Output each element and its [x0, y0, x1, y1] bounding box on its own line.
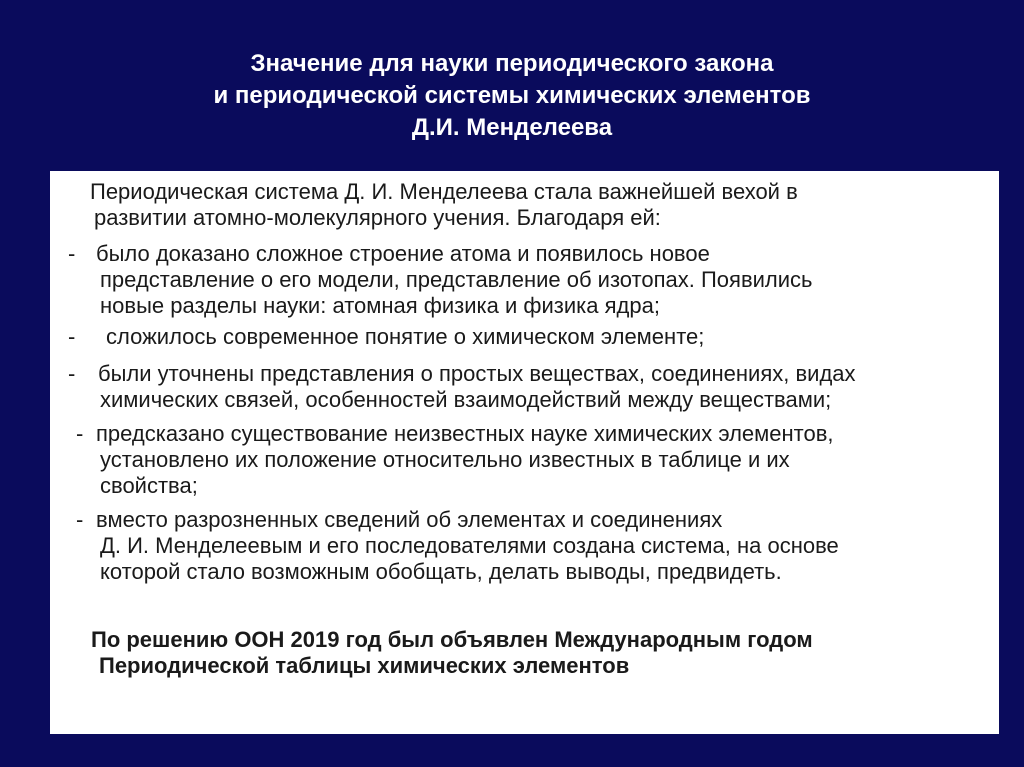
item-line: которой стало возможным обобщать, делать выводы, предвидеть. [100, 559, 782, 584]
content-panel [50, 171, 999, 734]
title-line-3: Д.И. Менделеева [411, 114, 613, 141]
item-line: было доказано сложное строение атома и появилось новое [96, 241, 710, 266]
item-dash: - [76, 507, 84, 532]
item-dash: - [68, 361, 76, 386]
title-line-2: и периодической системы химических элементов [213, 82, 811, 109]
slide-title [0, 48, 1024, 144]
item-line: сложилось современное понятие о химическом элементе; [106, 324, 705, 349]
item-line: свойства; [100, 473, 198, 498]
item-dash: - [68, 241, 76, 266]
item-line: Д. И. Менделеевым и его последователями создана система, на основе [100, 533, 839, 558]
item-line: были уточнены представления о простых веществах, соединениях, видах [98, 361, 856, 386]
item-line: представление о его модели, представление об изотопах. Появились [100, 267, 813, 292]
intro-line: развитии атомно-молекулярного учения. Благодаря ей: [94, 205, 661, 230]
closing-statement [91, 627, 813, 679]
list-item [76, 507, 839, 585]
closing-line: По решению ООН 2019 год был объявлен Международным годом [91, 627, 813, 652]
list-item [68, 241, 813, 319]
item-line: установлено их положение относительно известных в таблице и их [100, 447, 790, 472]
intro-paragraph [90, 179, 798, 231]
list-item [68, 324, 704, 350]
item-line: предсказано существование неизвестных науке химических элементов, [96, 421, 834, 446]
item-line: вместо разрозненных сведений об элементах и соединениях [96, 507, 723, 532]
item-dash: - [76, 421, 84, 446]
item-line: химических связей, особенностей взаимодействий между веществами; [100, 387, 832, 412]
title-line-1: Значение для науки периодического закона [250, 50, 774, 77]
list-item [76, 421, 834, 499]
item-dash: - [68, 324, 76, 349]
intro-line: Периодическая система Д. И. Менделеева стала важнейшей вехой в [90, 179, 798, 204]
list-item [68, 361, 856, 413]
item-line: новые разделы науки: атомная физика и физика ядра; [100, 293, 660, 318]
closing-line: Периодической таблицы химических элементов [99, 653, 630, 678]
